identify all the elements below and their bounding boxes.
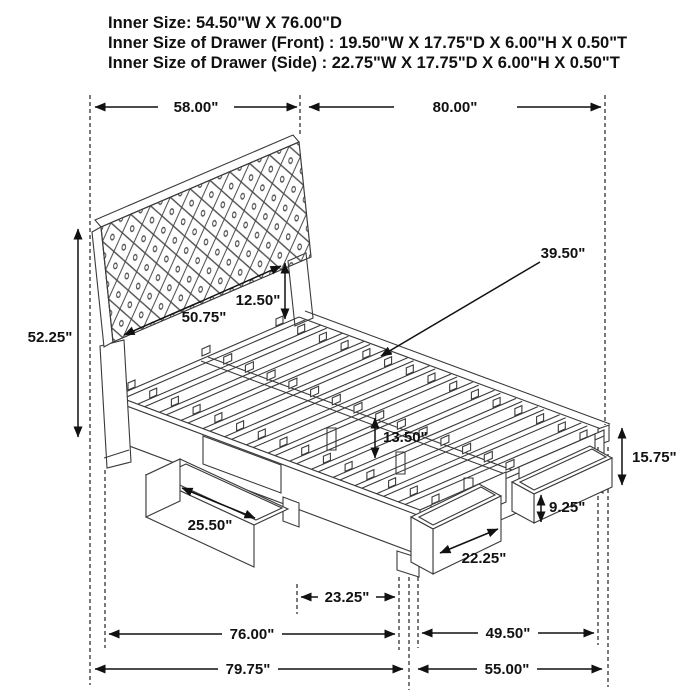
dim-leg-to-leg: [301, 589, 395, 606]
dim-label: 50.75": [181, 309, 227, 326]
dim-label: 9.25": [549, 499, 586, 516]
dim-label: 13.50": [383, 429, 428, 446]
dim-frame-length: [309, 99, 601, 116]
dim-foot-height: [622, 428, 677, 485]
dim-headboard-width: [95, 99, 297, 116]
dim-headboard-height: [28, 229, 78, 437]
dim-label: 39.50": [540, 245, 586, 262]
dim-label: 23.25": [324, 589, 370, 606]
dim-label: 76.00": [229, 626, 275, 643]
dim-slat-span: [381, 245, 585, 356]
inner-size-line: Inner Size: 54.50"W X 76.00"D: [108, 14, 342, 32]
dim-side-rail-length: [109, 626, 395, 643]
dim-label: 55.00": [484, 661, 530, 678]
drawer-front-size-line: Inner Size of Drawer (Front) : 19.50"W X 17.75"D X 6.00"H X 0.50"T: [108, 34, 628, 52]
dim-label: 80.00": [432, 99, 478, 116]
dim-label: 49.50": [485, 625, 531, 642]
dim-label: 52.25": [27, 329, 73, 346]
dim-label: 12.50": [235, 292, 281, 309]
dim-label: 79.75": [225, 661, 271, 678]
dim-label: 58.00": [173, 99, 219, 116]
headboard-left-post: [100, 340, 131, 468]
drawer-side-size-line: Inner Size of Drawer (Side) : 22.75"W X 17.75"D X 6.00"H X 0.50"T: [108, 54, 620, 72]
dim-foot-section-width: [422, 625, 594, 642]
dim-label: 25.50": [187, 517, 233, 534]
header-text: [108, 14, 627, 72]
dim-label: 15.75": [632, 449, 677, 466]
dim-overall-length: [95, 661, 403, 678]
dim-overall-width: [418, 661, 602, 678]
dim-label: 22.25": [461, 550, 507, 567]
